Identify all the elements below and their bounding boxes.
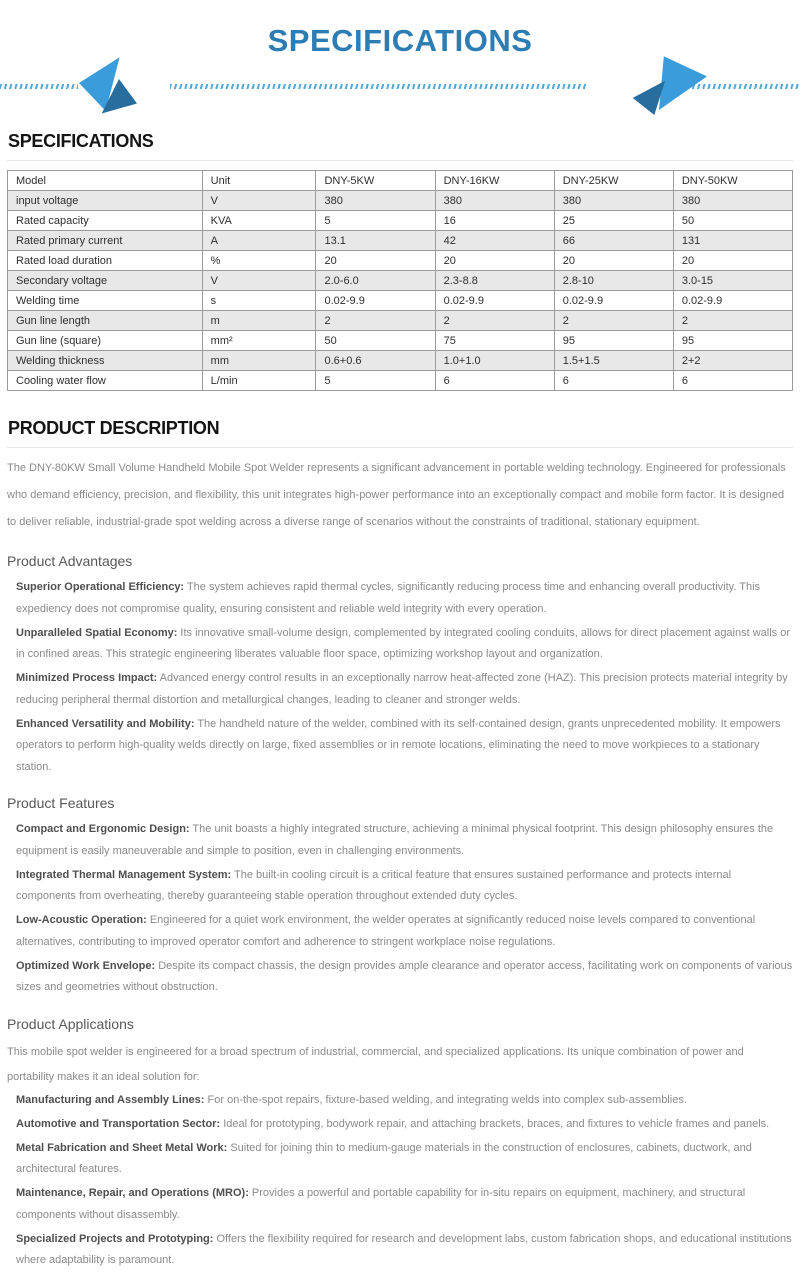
subsection-title: Product Features — [7, 795, 115, 811]
table-cell: 0.02-9.9 — [316, 291, 435, 311]
feature-label: Integrated Thermal Management System: — [16, 868, 232, 881]
dashed-line-left — [0, 84, 78, 89]
table-cell: KVA — [202, 211, 316, 231]
table-cell: Gun line length — [8, 311, 203, 331]
table-cell: 1.5+1.5 — [554, 351, 673, 371]
table-cell: 2+2 — [673, 351, 792, 371]
table-row — [8, 191, 793, 211]
column-header: DNY-25KW — [554, 171, 673, 191]
table-cell: 5 — [316, 211, 435, 231]
table-cell: Cooling water flow — [8, 371, 203, 391]
table-cell: Welding thickness — [8, 351, 203, 371]
table-cell: % — [202, 251, 316, 271]
feature-label: Superior Operational Efficiency: — [16, 581, 185, 593]
specifications-banner — [0, 21, 800, 121]
spec-table-head-row — [8, 171, 793, 191]
table-cell: V — [202, 271, 316, 291]
subsection — [7, 552, 793, 778]
feature-item: Minimized Process Impact: Advanced energy control results in an exceptionally narrow heat-affected zone (HAZ). This precision protects material integrity by reducing peripheral thermal distortion and metallurgical changes, leading to cleaner and stronger welds. — [16, 672, 788, 706]
banner-title: SPECIFICATIONS — [267, 23, 533, 58]
table-row — [8, 211, 793, 231]
subsection-intro: This mobile spot welder is engineered for a broad spectrum of industrial, commercial, and specialized applications. Its unique combination of power and portability makes it an ideal solution for: — [7, 1045, 744, 1083]
table-cell: 50 — [316, 331, 435, 351]
subsection — [7, 794, 793, 999]
column-header: DNY-50KW — [673, 171, 792, 191]
table-cell: 131 — [673, 231, 792, 251]
feature-label: Compact and Ergonomic Design: — [16, 823, 190, 835]
table-cell: 6 — [554, 371, 673, 391]
feature-label: Metal Fabrication and Sheet Metal Work: — [16, 1141, 228, 1154]
table-row — [8, 311, 793, 331]
table-cell: 2 — [316, 311, 435, 331]
section-divider — [7, 447, 793, 448]
feature-item: Enhanced Versatility and Mobility: The handheld nature of the welder, combined with its self-contained design, grants unprecedented mobility. It empowers operators to perform high-quality welds directly on large, fixed assemblies or in remote locations, eliminating the need to move workpieces to a stationary station. — [16, 717, 781, 773]
specifications-heading: SPECIFICATIONS — [8, 131, 154, 151]
table-row — [8, 251, 793, 271]
table-cell: 6 — [435, 371, 554, 391]
table-cell: 95 — [673, 331, 792, 351]
feature-item: Automotive and Transportation Sector: Ideal for prototyping, bodywork repair, and attaching brackets, braces, and fixtures to vehicle frames and panels. — [16, 1117, 770, 1130]
table-cell: Rated primary current — [8, 231, 203, 251]
spec-table — [7, 170, 793, 391]
table-row — [8, 271, 793, 291]
table-row — [8, 351, 793, 371]
feature-label: Enhanced Versatility and Mobility: — [16, 717, 195, 730]
table-cell: Rated capacity — [8, 211, 203, 231]
table-cell: 380 — [316, 191, 435, 211]
table-cell: 25 — [554, 211, 673, 231]
table-cell: 2.0-6.0 — [316, 271, 435, 291]
table-cell: mm² — [202, 331, 316, 351]
table-cell: Secondary voltage — [8, 271, 203, 291]
feature-label: Optimized Work Envelope: — [16, 959, 156, 972]
table-cell: 1.0+1.0 — [435, 351, 554, 371]
feature-item: Integrated Thermal Management System: The built-in cooling circuit is a critical feature that ensures sustained performance and protects internal components from overheating, thereby guaranteeing stable operation throughout extended duty cycles. — [16, 868, 732, 902]
feature-item: Specialized Projects and Prototyping: Offers the flexibility required for research and development labs, custom fabrication shops, and educational institutions where adaptability is paramount. — [16, 1232, 792, 1266]
table-cell: 2 — [554, 311, 673, 331]
feature-label: Specialized Projects and Prototyping: — [16, 1232, 214, 1245]
table-cell: 2.3-8.8 — [435, 271, 554, 291]
table-cell: 0.02-9.9 — [435, 291, 554, 311]
table-cell: Rated load duration — [8, 251, 203, 271]
table-cell: 5 — [316, 371, 435, 391]
feature-label: Unparalleled Spatial Economy: — [16, 626, 178, 639]
feature-label: Low-Acoustic Operation: — [16, 914, 147, 926]
table-cell: 2 — [435, 311, 554, 331]
subsection — [7, 1015, 793, 1272]
table-row — [8, 231, 793, 251]
table-cell: 0.02-9.9 — [673, 291, 792, 311]
table-cell: L/min — [202, 371, 316, 391]
table-cell: 50 — [673, 211, 792, 231]
table-cell: 66 — [554, 231, 673, 251]
table-cell: 0.02-9.9 — [554, 291, 673, 311]
description-intro-paragraph: The DNY-80KW Small Volume Handheld Mobile Spot Welder represents a significant advancement in portable welding technology. Engineered for professionals who demand efficiency, precision, and flexibility, this unit integrates high-power performance into an exceptionally compact and mobile form factor. It is designed to deliver reliable, industrial-grade spot welding across a diverse range of scenarios without the constraints of traditional, stationary equipment. — [7, 462, 786, 528]
table-cell: input voltage — [8, 191, 203, 211]
table-cell: s — [202, 291, 316, 311]
table-cell: 6 — [673, 371, 792, 391]
feature-item: Optimized Work Envelope: Despite its compact chassis, the design provides ample clearance and operator access, facilitating work on components of various sizes and geometries without obstruction. — [16, 959, 793, 993]
table-row — [8, 371, 793, 391]
table-cell: 380 — [554, 191, 673, 211]
table-cell: 75 — [435, 331, 554, 351]
table-cell: 20 — [435, 251, 554, 271]
table-cell: 380 — [435, 191, 554, 211]
feature-item: Compact and Ergonomic Design: The unit boasts a highly integrated structure, achieving a minimal physical footprint. This design philosophy ensures the equipment is easily maneuverable and simple to position, even in challenging environments. — [16, 823, 774, 857]
table-cell: 13.1 — [316, 231, 435, 251]
table-cell: m — [202, 311, 316, 331]
table-cell: 16 — [435, 211, 554, 231]
section-divider — [7, 160, 793, 161]
dashed-line-middle — [170, 84, 588, 89]
column-header: Model — [8, 171, 203, 191]
table-cell: 42 — [435, 231, 554, 251]
spec-table-body — [8, 191, 793, 391]
column-header: DNY-5KW — [316, 171, 435, 191]
feature-item: Low-Acoustic Operation: Engineered for a quiet work environment, the welder operates at significantly reduced noise levels compared to conventional alternatives, contributing to improved operator comfort and adherence to stringent workplace noise regulations. — [16, 914, 756, 948]
dashed-line-right — [688, 84, 800, 89]
product-description-heading: PRODUCT DESCRIPTION — [8, 418, 220, 438]
table-cell: Gun line (square) — [8, 331, 203, 351]
subsections — [7, 552, 793, 1272]
table-cell: mm — [202, 351, 316, 371]
table-cell: V — [202, 191, 316, 211]
table-cell: 2 — [673, 311, 792, 331]
subsection-title: Product Applications — [7, 1015, 134, 1032]
table-row — [8, 291, 793, 311]
subsection-title: Product Advantages — [7, 553, 133, 569]
table-cell: 20 — [673, 251, 792, 271]
feature-label: Automotive and Transportation Sector: — [16, 1117, 221, 1130]
table-cell: A — [202, 231, 316, 251]
column-header: Unit — [202, 171, 316, 191]
feature-item: Maintenance, Repair, and Operations (MRO): Provides a powerful and portable capability for in-situ repairs on equipment, machinery, and structural components without disassembly. — [16, 1187, 746, 1221]
table-cell: 3.0-15 — [673, 271, 792, 291]
table-cell: Welding time — [8, 291, 203, 311]
feature-item: Manufacturing and Assembly Lines: For on-the-spot repairs, fixture-based welding, and integrating welds into complex sub-assemblies. — [16, 1093, 687, 1106]
column-header: DNY-16KW — [435, 171, 554, 191]
feature-item: Unparalleled Spatial Economy: Its innovative small-volume design, complemented by integrated cooling conduits, allows for direct placement against walls or in confined areas. This strategic engineering liberates valuable floor space, optimizing workshop layout and organization. — [16, 626, 791, 660]
feature-label: Manufacturing and Assembly Lines: — [16, 1093, 205, 1106]
table-cell: 20 — [554, 251, 673, 271]
feature-label: Minimized Process Impact: — [16, 672, 158, 684]
feature-item: Superior Operational Efficiency: The system achieves rapid thermal cycles, significantly reducing process time and enhancing overall productivity. This expediency does not compromise quality, ensuring consistent and reliable weld integrity with every operation. — [16, 581, 761, 615]
table-cell: 0.6+0.6 — [316, 351, 435, 371]
feature-label: Maintenance, Repair, and Operations (MRO): — [16, 1187, 249, 1199]
table-cell: 380 — [673, 191, 792, 211]
table-cell: 20 — [316, 251, 435, 271]
page-content — [0, 131, 800, 1272]
table-cell: 95 — [554, 331, 673, 351]
table-row — [8, 331, 793, 351]
feature-item: Metal Fabrication and Sheet Metal Work: Suited for joining thin to medium-gauge materials in the construction of enclosures, cabinets, ductwork, and architectural features. — [16, 1141, 752, 1175]
table-cell: 2.8-10 — [554, 271, 673, 291]
